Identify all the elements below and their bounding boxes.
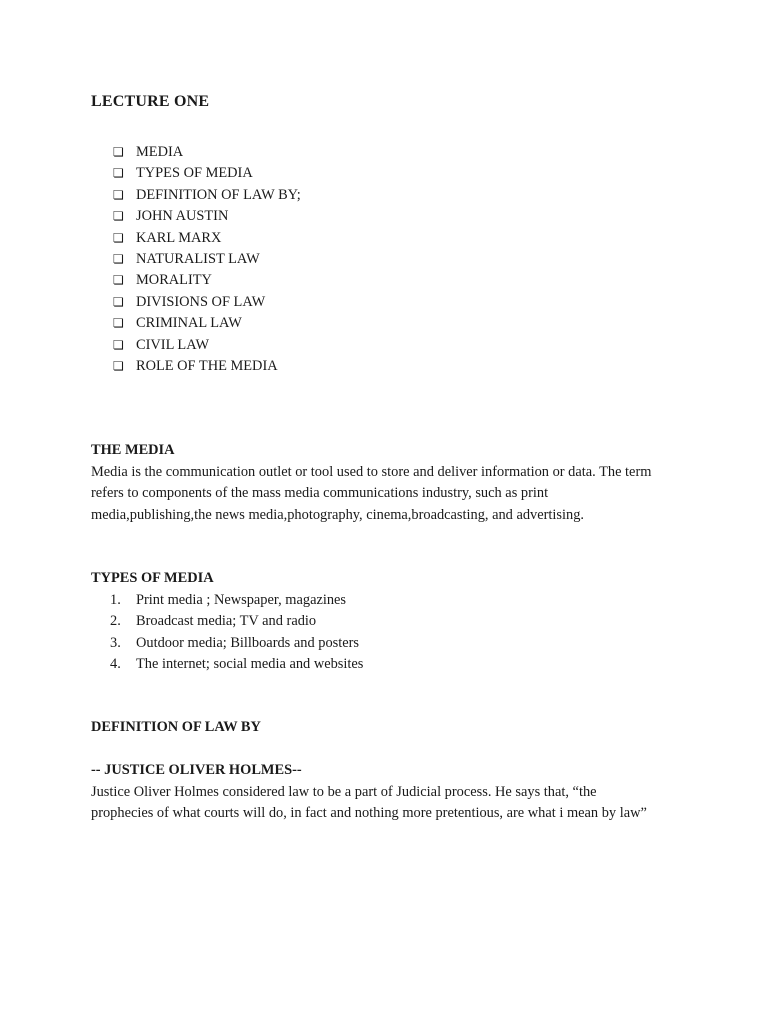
outline-item-label: CRIMINAL LAW xyxy=(136,315,242,332)
checkbox-bullet-icon: ❏ xyxy=(113,316,124,331)
outline-item xyxy=(113,163,301,184)
outline-item-label: DEFINITION OF LAW BY; xyxy=(136,186,301,203)
list-item xyxy=(110,654,363,675)
paragraph-line: Media is the communication outlet or tool used to store and deliver information or data. The term xyxy=(91,464,652,480)
outline-item-label: KARL MARX xyxy=(136,229,222,246)
list-item xyxy=(110,633,363,654)
checkbox-bullet-icon: ❏ xyxy=(113,230,124,245)
checkbox-bullet-icon: ❏ xyxy=(113,337,124,352)
outline-item-label: TYPES OF MEDIA xyxy=(136,165,253,182)
checkbox-bullet-icon: ❏ xyxy=(113,251,124,266)
checkbox-bullet-icon: ❏ xyxy=(113,358,124,373)
list-item-text: Broadcast media; TV and radio xyxy=(136,613,317,630)
outline-item xyxy=(113,206,301,227)
checkbox-bullet-icon: ❏ xyxy=(113,294,124,309)
checkbox-bullet-icon: ❏ xyxy=(113,166,124,181)
paragraph-line: Justice Oliver Holmes considered law to be a part of Judicial process. He says that, “the xyxy=(91,784,597,800)
list-number: 1. xyxy=(110,592,121,608)
outline-item xyxy=(113,185,301,206)
outline-list xyxy=(113,142,301,377)
outline-item-label: NATURALIST LAW xyxy=(136,250,260,267)
outline-item xyxy=(113,292,301,313)
paragraph-line: media,publishing,the news media,photography, cinema,broadcasting, and advertising. xyxy=(91,506,585,523)
outline-item-label: ROLE OF THE MEDIA xyxy=(136,357,278,374)
outline-item-label: MEDIA xyxy=(136,144,184,160)
checkbox-bullet-icon: ❏ xyxy=(113,273,124,288)
list-item-text: Outdoor media; Billboards and posters xyxy=(136,634,360,651)
media-section-heading: THE MEDIA xyxy=(91,442,175,458)
paragraph-line: refers to components of the mass media communications industry, such as print xyxy=(91,485,549,502)
list-item xyxy=(110,611,363,632)
types-section-heading: TYPES OF MEDIA xyxy=(91,570,214,586)
list-number: 2. xyxy=(110,613,121,630)
outline-item-label: MORALITY xyxy=(136,272,212,289)
holmes-subheading: -- JUSTICE OLIVER HOLMES-- xyxy=(91,762,302,778)
list-item xyxy=(110,590,363,611)
checkbox-bullet-icon: ❏ xyxy=(113,209,124,224)
list-item-text: The internet; social media and websites xyxy=(136,656,364,673)
outline-item xyxy=(113,335,301,356)
outline-item-label: DIVISIONS OF LAW xyxy=(136,293,266,310)
outline-item xyxy=(113,270,301,291)
lecture-title: LECTURE ONE xyxy=(91,93,210,110)
checkbox-bullet-icon: ❏ xyxy=(113,187,124,202)
outline-item xyxy=(113,228,301,249)
list-number: 4. xyxy=(110,656,121,673)
outline-item xyxy=(113,249,301,270)
outline-item-label: JOHN AUSTIN xyxy=(136,208,229,225)
definition-section-heading: DEFINITION OF LAW BY xyxy=(91,719,261,735)
list-item-text: Print media ; Newspaper, magazines xyxy=(136,592,347,608)
media-types-list xyxy=(110,590,363,676)
outline-item xyxy=(113,142,301,163)
outline-item-label: CIVIL LAW xyxy=(136,336,210,353)
holmes-paragraph xyxy=(91,782,711,825)
paragraph-line: prophecies of what courts will do, in fact and nothing more pretentious, are what i mean by law” xyxy=(91,805,647,822)
media-section-paragraph xyxy=(91,462,711,526)
checkbox-bullet-icon: ❏ xyxy=(113,145,124,159)
outline-item xyxy=(113,356,301,377)
outline-item xyxy=(113,313,301,334)
list-number: 3. xyxy=(110,634,121,651)
